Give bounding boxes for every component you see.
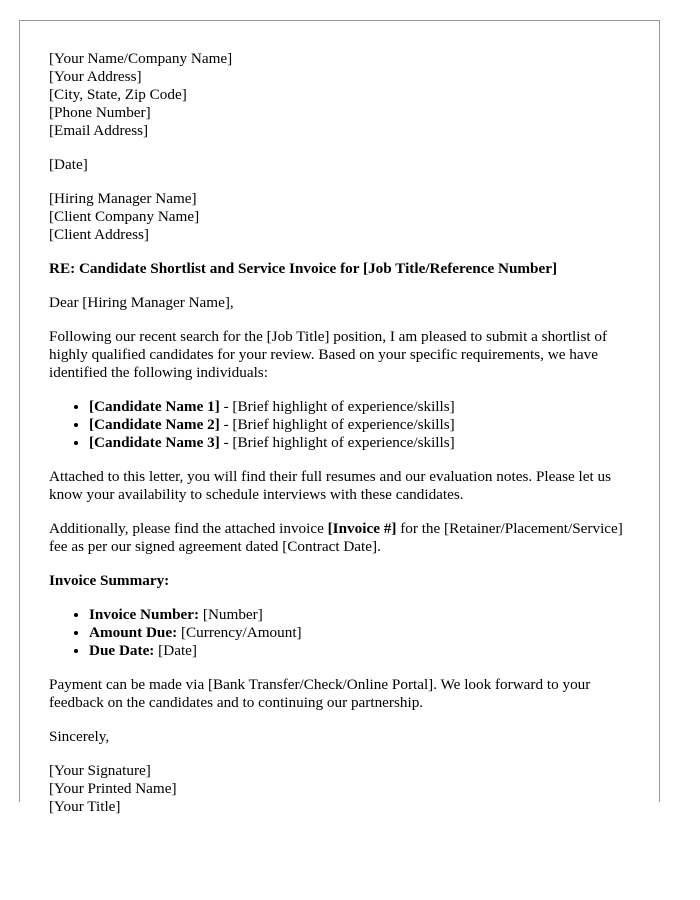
salutation: Dear [Hiring Manager Name],	[49, 294, 234, 311]
signer-title: [Your Title]	[49, 798, 121, 815]
attachment-paragraph: Attached to this letter, you will find their full resumes and our evaluation notes. Please let us know your availability to schedule interviews with these candidates.	[49, 468, 612, 503]
candidate-highlight: - [Brief highlight of experience/skills]	[219, 416, 455, 433]
signature-line: [Your Signature]	[49, 762, 151, 779]
letter-content	[49, 50, 639, 832]
subject-line: RE: Candidate Shortlist and Service Invoice for [Job Title/Reference Number]	[49, 260, 558, 277]
list-item	[89, 398, 639, 416]
invoice-paragraph-before: Additionally, please find the attached invoice	[49, 520, 328, 537]
sender-address: [Your Address]	[49, 68, 142, 85]
intro-paragraph: Following our recent search for the [Job Title] position, I am pleased to submit a shortlist of highly qualified candidates for your review. Based on your specific requirements, we have identified the following individuals:	[49, 328, 608, 381]
letter-page	[19, 20, 660, 815]
list-item	[89, 606, 639, 624]
invoice-summary-list	[49, 606, 639, 660]
list-item	[89, 624, 639, 642]
candidate-highlight: - [Brief highlight of experience/skills]	[219, 398, 455, 415]
payment-paragraph: Payment can be made via [Bank Transfer/Check/Online Portal]. We look forward to your feedback on the candidates and to continuing our partnership.	[49, 676, 591, 711]
invoice-paragraph-after: for the [Retainer/Placement/Service] fee as per our signed agreement dated [Contract Date].	[49, 520, 623, 555]
invoice-reference: [Invoice #]	[327, 520, 397, 537]
invoice-paragraph	[49, 520, 639, 556]
invoice-summary-label: Invoice Number:	[89, 606, 200, 623]
sender-phone: [Phone Number]	[49, 104, 151, 121]
sender-block	[49, 50, 639, 140]
signature-block	[49, 762, 639, 816]
recipient-block	[49, 190, 639, 244]
list-item	[89, 416, 639, 434]
recipient-name: [Hiring Manager Name]	[49, 190, 197, 207]
invoice-summary-value: [Number]	[199, 606, 263, 623]
list-item	[89, 434, 639, 452]
invoice-summary-label: Amount Due:	[89, 624, 178, 641]
sender-city-state-zip: [City, State, Zip Code]	[49, 86, 187, 103]
candidate-name: [Candidate Name 2]	[89, 416, 220, 433]
closing: Sincerely,	[49, 728, 110, 745]
list-item	[89, 642, 639, 660]
candidate-list	[49, 398, 639, 452]
sender-email: [Email Address]	[49, 122, 149, 139]
invoice-summary-value: [Date]	[154, 642, 197, 659]
candidate-name: [Candidate Name 3]	[89, 434, 220, 451]
invoice-summary-value: [Currency/Amount]	[177, 624, 302, 641]
invoice-summary-heading: Invoice Summary:	[49, 572, 170, 589]
printed-name: [Your Printed Name]	[49, 780, 177, 797]
date-block	[49, 156, 639, 174]
sender-name: [Your Name/Company Name]	[49, 50, 233, 67]
letter-date: [Date]	[49, 156, 88, 173]
recipient-company: [Client Company Name]	[49, 208, 200, 225]
candidate-highlight: - [Brief highlight of experience/skills]	[219, 434, 455, 451]
candidate-name: [Candidate Name 1]	[89, 398, 220, 415]
recipient-address: [Client Address]	[49, 226, 149, 243]
invoice-summary-label: Due Date:	[89, 642, 155, 659]
